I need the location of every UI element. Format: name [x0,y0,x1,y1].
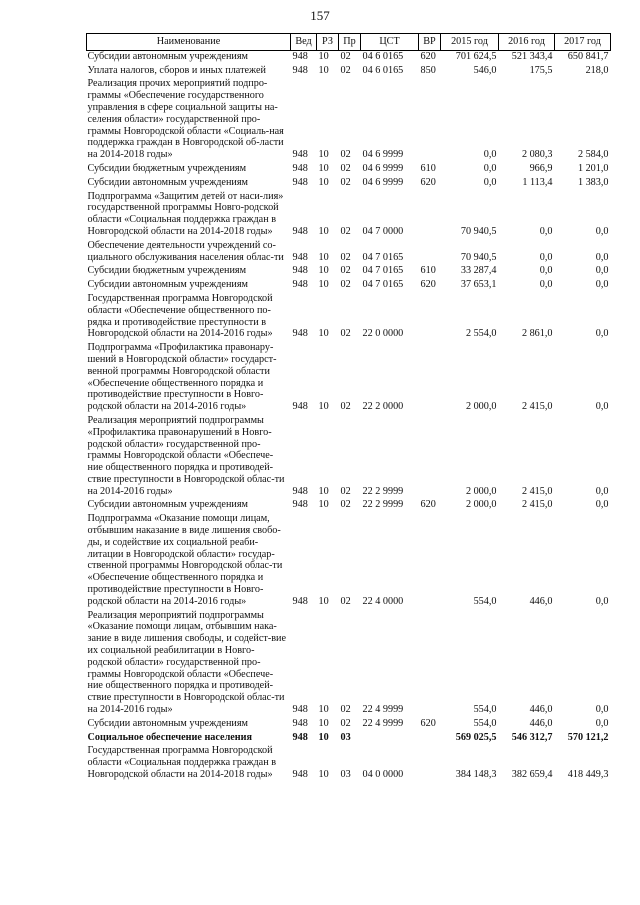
cell-2015: 33 287,4 [460,265,497,277]
table-header-row [87,34,611,51]
cell-2016: 446,0 [529,595,553,607]
cell-name: Подпрограмма «Оказание помощи лицам, отбывшим наказание в виде лишения свобо-ды, и содействие их социальной реаби-литации в Новгородской области» государ-ственной программы Новгородской облас-ти «Обеспечение общественного порядка и противодействие преступности в Новго-родской области на 2014-2016 годы» [87,513,283,607]
cell-rz: 10 [318,149,329,161]
cell-vr [419,513,441,609]
cell-2015: 2 000,0 [465,485,497,497]
cell-name: Социальное обеспечение населения [87,731,253,743]
table-row [87,718,611,732]
cell-2015: 0,0 [483,149,497,161]
cell-2016: 175,5 [529,64,553,76]
cell-rz: 10 [318,717,329,729]
cell-2017: 218,0 [585,64,609,76]
cell-2017: 0,0 [595,485,609,497]
table-row [87,163,611,177]
cell-2017: 570 121,2 [567,731,609,743]
cell-rz: 10 [318,485,329,497]
cell-2015: 0,0 [483,162,497,174]
cell-rz: 10 [318,225,329,237]
cell-vr [419,342,441,415]
header-ved: Вед [291,34,317,51]
table-row [87,499,611,513]
cell-rz: 10 [318,64,329,76]
table-row [87,240,611,266]
cell-rz: 10 [318,251,329,263]
cell-2017: 0,0 [595,704,609,716]
cell-name: Субсидии бюджетным учреждениям [87,162,247,174]
cell-2015: 37 653,1 [460,279,497,291]
cell-vr: 610 [420,265,436,277]
cell-cst: 04 6 9999 [362,149,404,161]
cell-cst: 22 4 9999 [362,704,404,716]
cell-2015: 554,0 [473,717,497,729]
table-row [87,293,611,342]
header-vr: ВР [419,34,441,51]
cell-2015: 2 000,0 [465,401,497,413]
header-cst: ЦСТ [361,34,419,51]
cell-name: Государственная программа Новгородской области «Социальная поддержка граждан в Новгородской области на 2014-2018 годы» [87,745,277,781]
cell-rz: 10 [318,704,329,716]
cell-pr: 02 [340,279,351,291]
cell-pr: 02 [340,328,351,340]
cell-2016: 546 312,7 [511,731,553,743]
cell-cst: 22 2 9999 [362,499,404,511]
table-row [87,191,611,240]
cell-cst: 22 2 0000 [362,401,404,413]
cell-rz: 10 [318,499,329,511]
cell-name: Подпрограмма «Профилактика правонару-шений в Новгородской области» государст-венной программы Новгородской области «Обеспечение общественного порядка и противодействие преступности в Новго-родской области на 2014-2016 годы» [87,342,277,413]
table-row [87,342,611,415]
cell-2017: 650 841,7 [567,50,609,62]
cell-2015: 70 940,5 [460,251,497,263]
cell-cst: 22 4 9999 [362,717,404,729]
cell-2017: 1 383,0 [577,176,609,188]
cell-ved: 948 [292,704,308,716]
cell-2016: 2 861,0 [521,328,553,340]
table-row [87,513,611,609]
cell-2016: 966,9 [529,162,553,174]
cell-pr: 02 [340,251,351,263]
cell-2017: 0,0 [595,595,609,607]
cell-pr: 02 [340,50,351,62]
cell-2016: 0,0 [539,265,553,277]
cell-ved: 948 [292,162,308,174]
header-2015: 2015 год [441,34,499,51]
cell-2017: 0,0 [595,279,609,291]
cell-pr: 02 [340,595,351,607]
cell-vr: 620 [420,499,436,511]
cell-name: Субсидии автономным учреждениям [87,176,248,188]
cell-name: Уплата налогов, сборов и иных платежей [87,64,266,76]
cell-rz: 10 [318,162,329,174]
cell-rz: 10 [318,279,329,291]
cell-2017: 1 201,0 [577,162,609,174]
table-row [87,78,611,163]
cell-pr: 02 [340,485,351,497]
cell-vr: 620 [420,176,436,188]
cell-ved: 948 [292,149,308,161]
cell-2016: 521 343,4 [511,50,553,62]
cell-2016: 0,0 [539,225,553,237]
cell-vr: 850 [420,64,436,76]
cell-vr [419,610,441,718]
cell-2016: 0,0 [539,279,553,291]
cell-2015: 0,0 [483,176,497,188]
cell-name: Субсидии автономным учреждениям [87,499,248,511]
cell-pr: 02 [340,162,351,174]
cell-ved: 948 [292,279,308,291]
table-row [87,50,611,64]
header-2016: 2016 год [499,34,555,51]
table-row [87,415,611,500]
table-row [87,265,611,279]
cell-2015: 701 624,5 [455,50,497,62]
cell-rz: 10 [318,265,329,277]
cell-vr [419,732,441,746]
cell-vr [419,415,441,500]
cell-2017: 0,0 [595,251,609,263]
cell-ved: 948 [292,251,308,263]
cell-pr: 02 [340,225,351,237]
cell-name: Субсидии автономным учреждениям [87,50,248,62]
cell-pr: 03 [340,769,351,781]
cell-ved: 948 [292,50,308,62]
cell-vr: 620 [420,717,436,729]
cell-pr: 02 [340,176,351,188]
cell-rz: 10 [318,50,329,62]
header-pr: Пр [339,34,361,51]
cell-2017: 0,0 [595,225,609,237]
header-name: Наименование [87,34,291,51]
cell-ved: 948 [292,64,308,76]
cell-ved: 948 [292,731,308,743]
cell-2015: 2 000,0 [465,499,497,511]
cell-name: Обеспечение деятельности учреждений со-циального обслуживания населения облас-ти [87,239,284,263]
cell-vr [419,240,441,266]
cell-cst: 04 6 9999 [362,176,404,188]
cell-cst: 04 0 0000 [362,769,404,781]
cell-vr [419,745,441,782]
cell-2017: 0,0 [595,265,609,277]
cell-ved: 948 [292,328,308,340]
cell-vr [419,191,441,240]
cell-name: Реализация мероприятий подпрограммы «Профилактика правонарушений в Новго-родской области» государственной про-граммы Новгородской области «Обеспече-ние общественного порядка и противодей-ствие преступности в Новгородской облас-ти на 2014-2016 годы» [87,414,285,497]
header-2017: 2017 год [555,34,611,51]
cell-ved: 948 [292,401,308,413]
cell-ved: 948 [292,265,308,277]
cell-2016: 1 113,4 [522,176,553,188]
cell-cst: 22 4 0000 [362,595,404,607]
cell-pr: 02 [340,499,351,511]
cell-2016: 2 415,0 [521,485,553,497]
cell-2016: 2 080,3 [521,149,553,161]
cell-2015: 384 148,3 [455,769,497,781]
cell-2016: 382 659,4 [511,769,553,781]
cell-cst: 04 7 0000 [362,225,404,237]
cell-2015: 554,0 [473,704,497,716]
cell-name: Субсидии автономным учреждениям [87,279,248,291]
cell-2016: 446,0 [529,717,553,729]
cell-rz: 10 [318,328,329,340]
cell-vr [419,78,441,163]
cell-cst: 04 6 9999 [362,162,404,174]
cell-rz: 10 [318,595,329,607]
cell-ved: 948 [292,176,308,188]
cell-2017: 0,0 [595,499,609,511]
header-rz: РЗ [317,34,339,51]
cell-2015: 70 940,5 [460,225,497,237]
cell-rz: 10 [318,769,329,781]
cell-vr: 620 [420,279,436,291]
cell-vr [419,293,441,342]
cell-name: Субсидии бюджетным учреждениям [87,265,247,277]
budget-table [86,33,611,783]
cell-vr: 610 [420,162,436,174]
table-row [87,732,611,746]
cell-rz: 10 [318,731,329,743]
cell-pr: 02 [340,717,351,729]
table-row [87,65,611,79]
cell-name: Реализация мероприятий подпрограммы «Оказание помощи лицам, отбывшим нака-зание в виде лишения свободы, и содейст-вие их социальной реабилитации в Новго-родской области» государственной про-граммы Новгородской области «Обеспече-ние общественного порядка и противодей-ствие преступности в Новгородской облас-ти на 2014-2016 годы» [87,609,287,716]
cell-cst: 04 6 0165 [362,50,404,62]
cell-name: Реализация прочих мероприятий подпро-граммы «Обеспечение государственного управления в сфере социальной защиты на-селения области» государственной про-граммы Новгородской области «Социаль-ная поддержка граждан в Новгородской об-ласти на 2014-2018 годы» [87,78,284,161]
cell-pr: 03 [340,731,351,743]
table-row [87,279,611,293]
cell-2017: 0,0 [595,717,609,729]
cell-cst [361,732,419,746]
cell-2015: 569 025,5 [455,731,497,743]
cell-pr: 02 [340,704,351,716]
page-number: 157 [310,8,330,23]
cell-cst: 22 0 0000 [362,328,404,340]
cell-cst: 04 6 0165 [362,64,404,76]
cell-2017: 0,0 [595,328,609,340]
cell-pr: 02 [340,265,351,277]
cell-ved: 948 [292,225,308,237]
cell-ved: 948 [292,595,308,607]
cell-2017: 0,0 [595,401,609,413]
cell-2016: 2 415,0 [521,401,553,413]
cell-cst: 04 7 0165 [362,265,404,277]
cell-name: Подпрограмма «Защитим детей от наси-лия» государственной программы Новго-родской области «Социальная поддержка граждан в Новгородской области на 2014-2018 годы» [87,190,284,237]
cell-ved: 948 [292,499,308,511]
cell-2016: 446,0 [529,704,553,716]
cell-2015: 554,0 [473,595,497,607]
cell-cst: 04 7 0165 [362,279,404,291]
cell-rz: 10 [318,401,329,413]
cell-pr: 02 [340,149,351,161]
cell-pr: 02 [340,401,351,413]
cell-name: Государственная программа Новгородской области «Обеспечение общественного по-рядка и противодействие преступности в Новгородской области на 2014-2016 годы» [87,292,273,340]
table-row [87,610,611,718]
cell-pr: 02 [340,64,351,76]
cell-rz: 10 [318,176,329,188]
cell-vr: 620 [420,50,436,62]
cell-name: Субсидии автономным учреждениям [87,717,248,729]
cell-2016: 0,0 [539,251,553,263]
cell-2015: 2 554,0 [465,328,497,340]
cell-cst: 22 2 9999 [362,485,404,497]
cell-2017: 418 449,3 [567,769,609,781]
table-body [87,50,611,783]
cell-2017: 2 584,0 [577,149,609,161]
cell-2016: 2 415,0 [521,499,553,511]
cell-ved: 948 [292,485,308,497]
cell-ved: 948 [292,717,308,729]
cell-2015: 546,0 [473,64,497,76]
cell-cst: 04 7 0165 [362,251,404,263]
table-row [87,745,611,782]
table-row [87,177,611,191]
cell-ved: 948 [292,769,308,781]
